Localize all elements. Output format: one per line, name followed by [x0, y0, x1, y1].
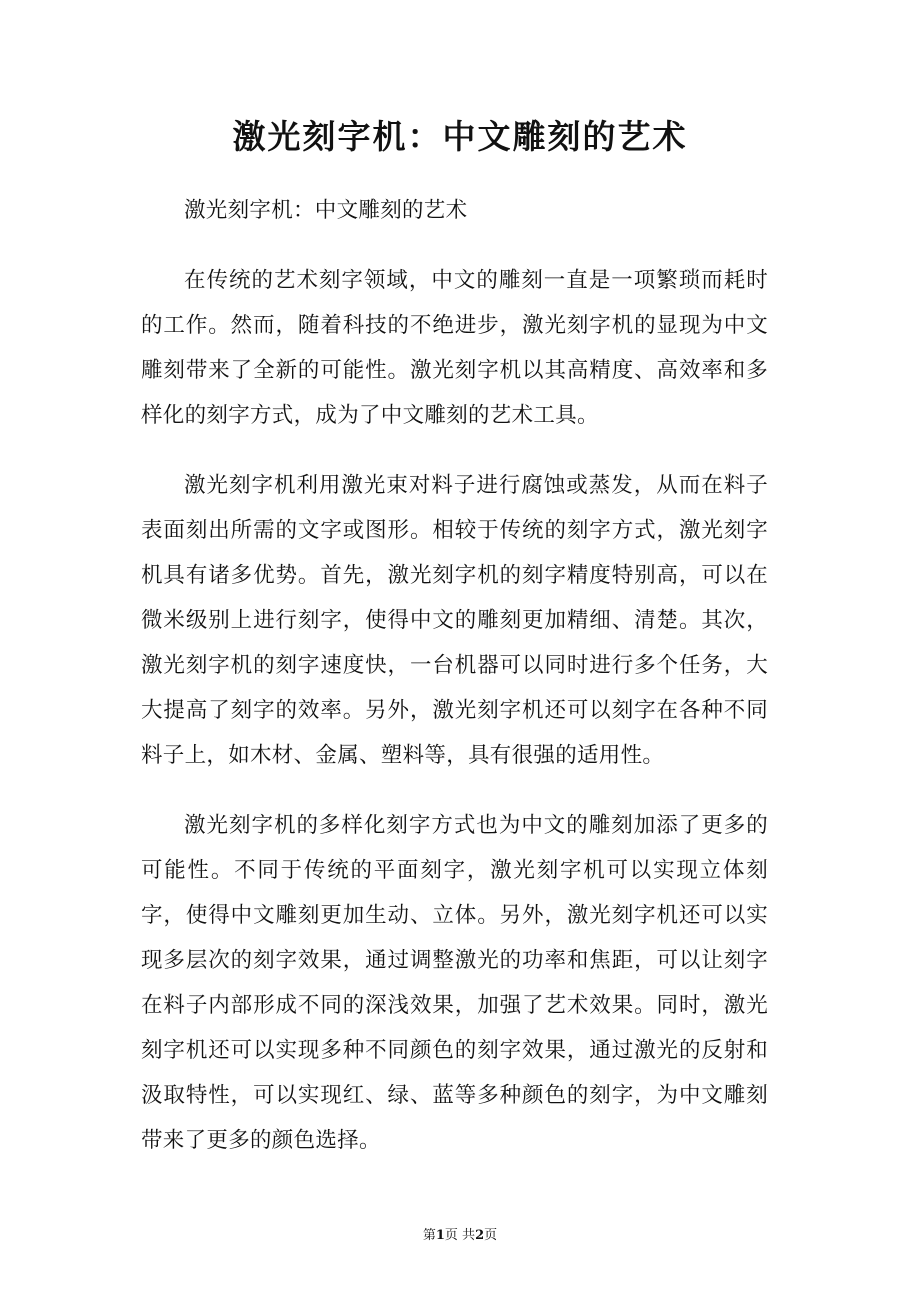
paragraph-subtitle: 激光刻字机：中文雕刻的艺术	[184, 198, 468, 223]
paragraph-diversity: 激光刻字机的多样化刻字方式也为中文的雕刻加添了更多的可能性。不同于传统的平面刻字，激光刻字机可以实现立体刻字，使得中文雕刻更加生动、立体。另外，激光刻字机还可以实现多层次的刻字效果，通过调整激光的功率和焦距，可以让刻字在料子内部形成不同的深浅效果，加强了艺术效果。同时，激光刻字机还可以实现多种不同颜色的刻字效果，通过激光的反射和汲取特性，可以实现红、绿、蓝等多种颜色的刻字，为中文雕刻带来了更多的颜色选择。	[141, 813, 768, 1153]
footer-current-page: 1	[435, 1228, 445, 1243]
document-title: 激光刻字机：中文雕刻的艺术	[232, 117, 688, 156]
footer-prefix: 第	[422, 1228, 436, 1243]
footer-total-pages: 2	[475, 1228, 485, 1243]
page-footer	[0, 1224, 920, 1243]
document-body	[141, 188, 768, 1163]
footer-suffix: 页	[484, 1228, 498, 1243]
footer-mid: 页 共	[444, 1228, 476, 1243]
paragraph-advantages: 激光刻字机利用激光束对料子进行腐蚀或蒸发，从而在料子表面刻出所需的文字或图形。相较于传统的刻字方式，激光刻字机具有诸多优势。首先，激光刻字机的刻字精度特别高，可以在微米级别上进行刻字，使得中文的雕刻更加精细、清楚。其次，激光刻字机的刻字速度快，一台机器可以同时进行多个任务，大大提高了刻字的效率。另外，激光刻字机还可以刻字在各种不同料子上，如木材、金属、塑料等，具有很强的适用性。	[141, 473, 768, 768]
paragraph-intro: 在传统的艺术刻字领域，中文的雕刻一直是一项繁琐而耗时的工作。然而，随着科技的不绝进步，激光刻字机的显现为中文雕刻带来了全新的可能性。激光刻字机以其高精度、高效率和多样化的刻字方式，成为了中文雕刻的艺术工具。	[141, 268, 768, 428]
